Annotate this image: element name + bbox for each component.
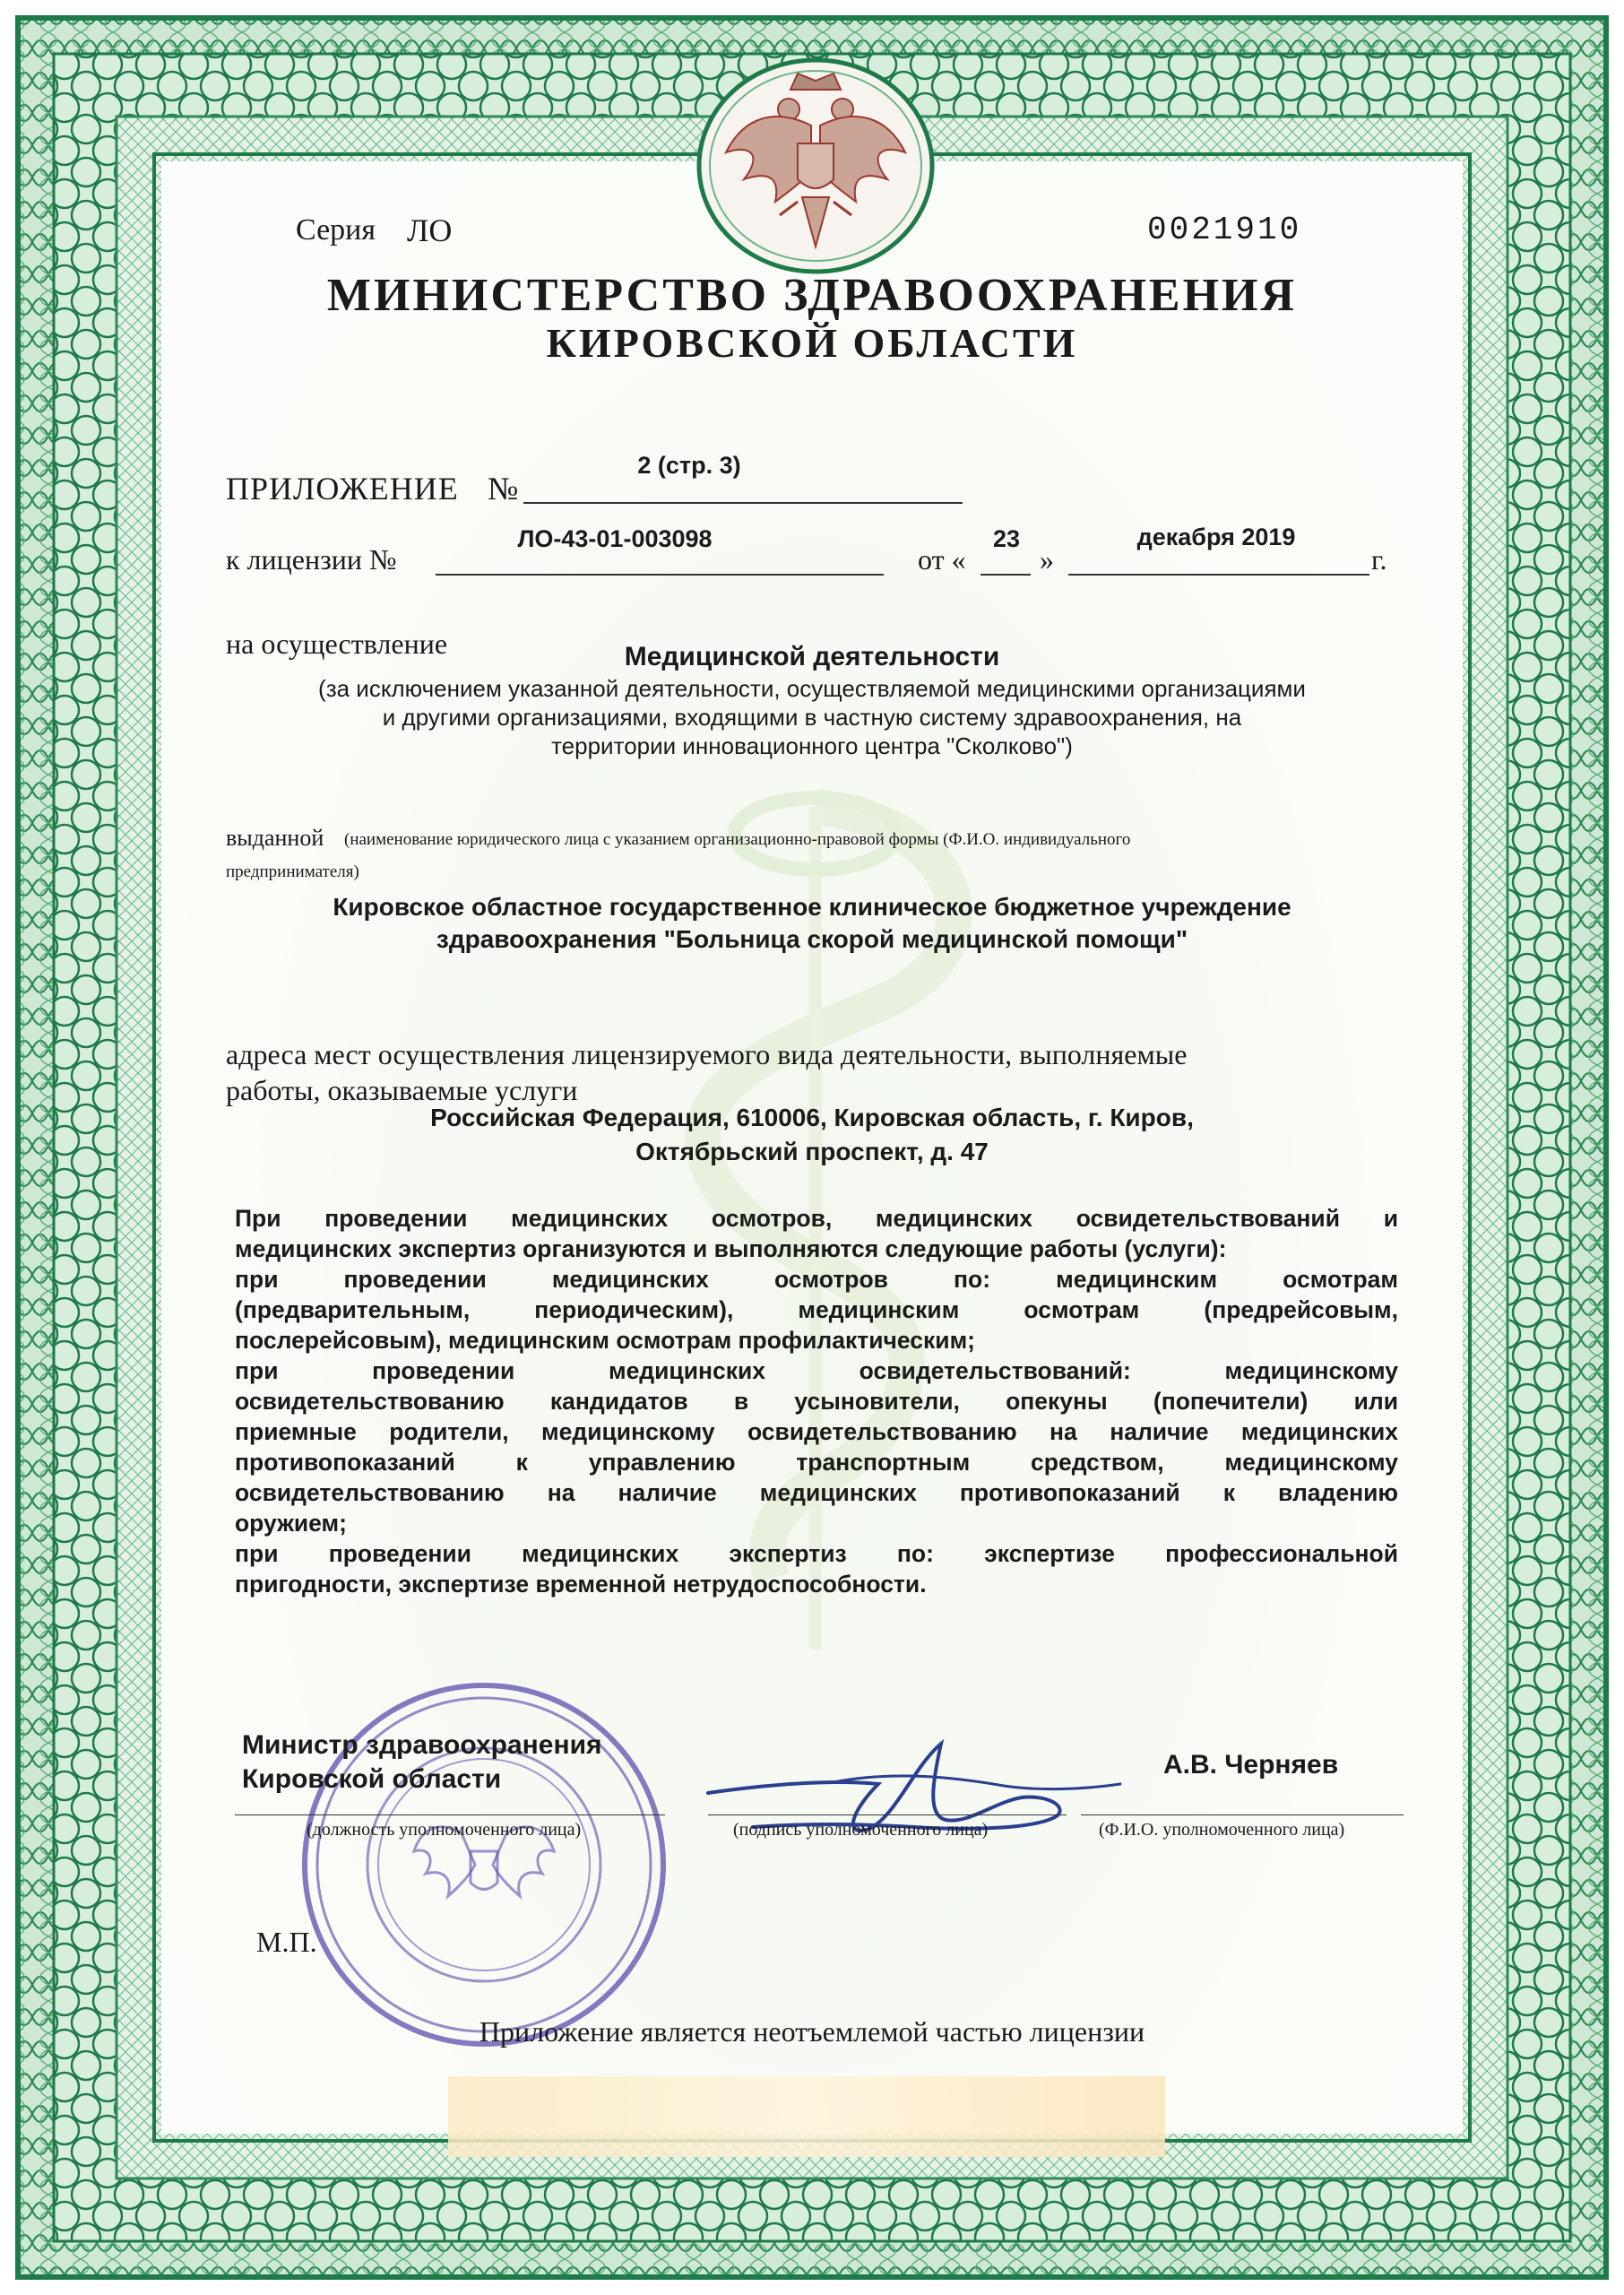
address-label — [226, 1036, 1187, 1108]
license-date-underline — [1068, 574, 1369, 576]
activity-note-line2: и другими организациями, входящими в частную систему здравоохранения, на — [382, 704, 1242, 731]
address-label-line1: адреса мест осуществления лицензируемого вида деятельности, выполняемые — [226, 1038, 1188, 1070]
services-line: при проведении медицинских освидетельствований: медицинскому — [235, 1357, 1398, 1384]
license-year-suffix: г. — [1371, 543, 1387, 576]
address-value-line1: Российская Федерация, 610006, Кировская область, г. Киров, — [430, 1104, 1194, 1131]
appendix-value: 2 (стр. 3) — [637, 452, 741, 479]
license-from-label: от « — [918, 543, 966, 576]
seal-place-mark: М.П. — [256, 1926, 317, 1958]
coat-of-arms-emblem — [690, 54, 941, 278]
license-number-underline — [436, 574, 884, 576]
address-value-line2: Октябрьский проспект, д. 47 — [635, 1138, 989, 1165]
form-number: 0021910 — [1147, 212, 1302, 248]
activity-note-line1: (за исключением указанной деятельности, осуществляемой медицинскими организациями — [318, 675, 1306, 702]
signer-position — [242, 1728, 602, 1797]
license-close-quote: » — [1040, 543, 1054, 576]
services-line: освидетельствованию на наличие медицинских противопоказаний к владению — [235, 1479, 1398, 1506]
ministry-title-line2: КИРОВСКОЙ ОБЛАСТИ — [546, 320, 1078, 366]
organization-name-line1: Кировское областное государственное клиническое бюджетное учреждение — [333, 893, 1291, 921]
services-line: освидетельствованию кандидатов в усыновители, опекуны (попечители) или — [235, 1388, 1398, 1415]
services-line: медицинских экспертиз организуются и выполняются следующие работы (услуги): — [235, 1235, 1227, 1262]
services-line: противопоказаний к управлению транспортным средством, медицинскому — [235, 1449, 1398, 1476]
appendix-no-sign: № — [488, 471, 519, 507]
activity-label: на осуществление — [226, 628, 448, 660]
ministry-title-line1: МИНИСТЕРСТВО ЗДРАВООХРАНЕНИЯ — [326, 270, 1298, 321]
issued-hint-line1: (наименование юридического лица с указанием организационно-правовой формы (Ф.И.О. индивидуального — [344, 830, 1131, 849]
services-list — [235, 1203, 1398, 1599]
bottom-highlight-band — [448, 2076, 1165, 2157]
signature-caption: (подпись уполномоченного лица) — [733, 1820, 989, 1840]
activity-title: Медицинской деятельности — [624, 642, 1000, 671]
signer-position-line1: Министр здравоохранения — [242, 1730, 602, 1760]
address-value — [269, 1101, 1355, 1169]
series-value: ЛО — [407, 212, 453, 248]
series-label: Серия — [296, 213, 376, 247]
signer-position-line2: Кировской области — [242, 1764, 502, 1794]
services-line: при проведении медицинских осмотров по: медицинским осмотрам — [235, 1266, 1398, 1293]
footer-note: Приложение является неотъемлемой частью лицензии — [479, 2015, 1145, 2048]
license-number: ЛО-43-01-003098 — [517, 525, 713, 552]
name-underline — [1081, 1814, 1404, 1815]
activity-note-line3: территории инновационного центра "Сколково") — [551, 732, 1073, 759]
position-underline — [235, 1814, 665, 1815]
handwritten-signature — [699, 1730, 1129, 1865]
issued-label: выданной — [226, 825, 324, 851]
services-line: послерейсовым), медицинским осмотрам профилактическим; — [235, 1327, 976, 1354]
signer-name: А.В. Черняев — [1163, 1750, 1339, 1780]
services-line: (предварительным, периодическим), медицинским осмотрам (предрейсовым, — [235, 1296, 1398, 1323]
organization-name-line2: здравоохранения "Больница скорой медицинской помощи" — [436, 925, 1188, 953]
services-line: При проведении медицинских осмотров, медицинских освидетельствований и — [235, 1205, 1398, 1232]
license-day: 23 — [992, 525, 1021, 552]
position-caption: (должность уполномоченного лица) — [307, 1820, 582, 1840]
license-label: к лицензии № — [226, 543, 397, 576]
license-month-year: декабря 2019 — [1136, 524, 1296, 550]
services-line: при проведении медицинских экспертиз по: экспертизе профессиональной — [235, 1540, 1398, 1567]
activity-note — [215, 674, 1409, 760]
signature-underline — [708, 1814, 1067, 1815]
appendix-label: ПРИЛОЖЕНИЕ — [226, 471, 459, 507]
appendix-underline — [523, 502, 963, 504]
issued-hint-line2: предпринимателя) — [226, 862, 359, 881]
organization-name — [224, 891, 1400, 956]
services-line: оружием; — [235, 1510, 347, 1537]
address-label-line2: работы, оказываемые услуги — [226, 1074, 578, 1106]
services-line: приемные родители, медицинскому освидетельствованию на наличие медицинских — [235, 1418, 1398, 1445]
services-line: пригодности, экспертизе временной нетрудоспособности. — [235, 1571, 927, 1598]
name-caption: (Ф.И.О. уполномоченного лица) — [1099, 1820, 1345, 1840]
license-day-underline — [980, 574, 1031, 576]
